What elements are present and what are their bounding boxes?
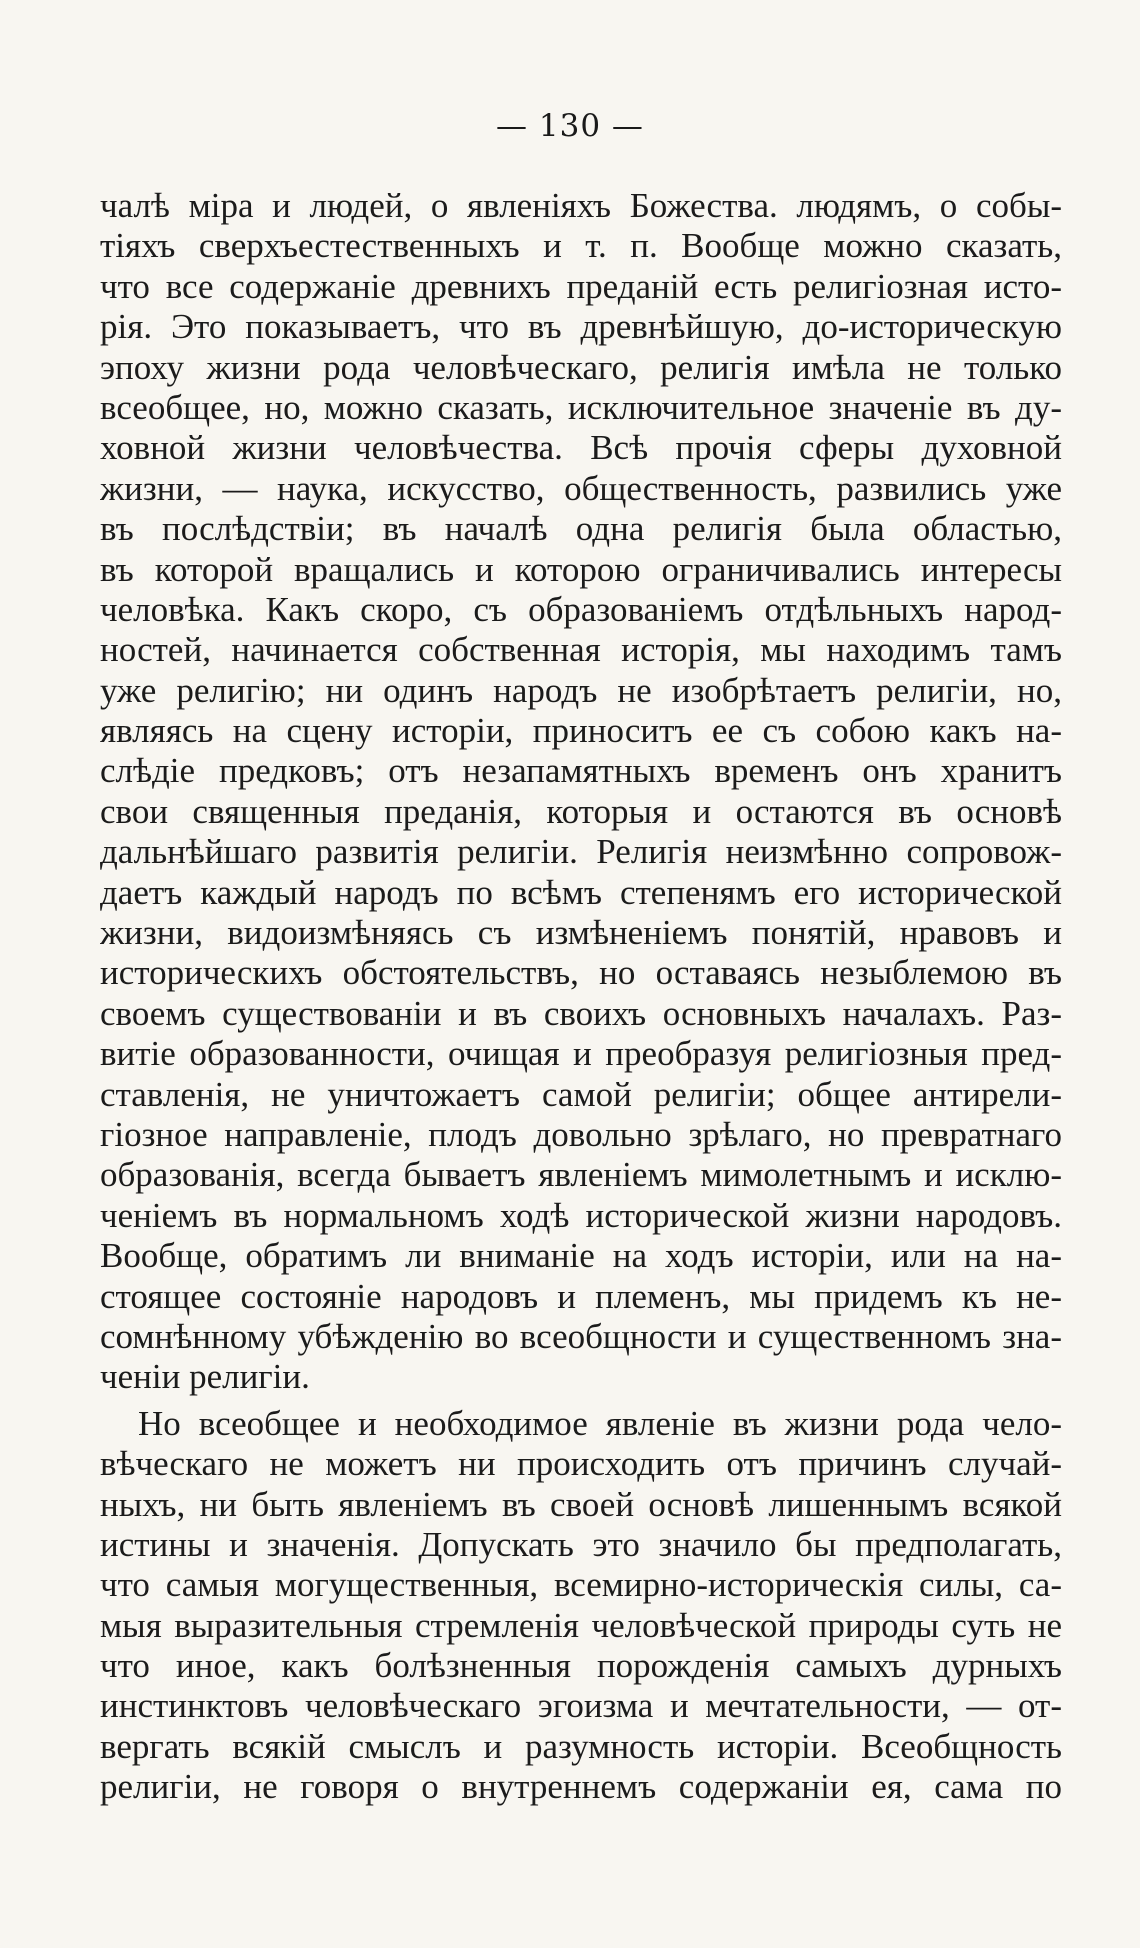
text-line: ностей, начинается собственная исторія, мы находимъ тамъ	[100, 630, 1062, 670]
text-line: что все содержаніе древнихъ преданій есть религіозная исто-	[100, 266, 1062, 306]
text-line: своемъ существованіи и въ своихъ основныхъ началахъ. Раз-	[100, 993, 1062, 1033]
text-line: эпоху жизни рода человѣческаго, религія имѣла не только	[100, 347, 1062, 387]
text-line: ченіи религіи.	[100, 1357, 310, 1397]
text-line: историческихъ обстоятельствъ, но оставаясь незыблемою въ	[100, 953, 1062, 993]
text-line: жизни, видоизмѣняясь съ измѣненіемъ понятій, нравовъ и	[100, 913, 1062, 953]
text-line: сомнѣнному убѣжденію во всеобщности и существенномъ зна-	[100, 1316, 1062, 1356]
text-line: ховной жизни человѣчества. Всѣ прочія сферы духовной	[100, 428, 1062, 468]
body-text	[100, 186, 1062, 1808]
text-line: вѣческаго не можетъ ни происходить отъ причинъ случай-	[100, 1444, 1062, 1484]
text-line: истины и значенія. Допускать это значило бы предполагать,	[100, 1524, 1062, 1564]
text-line: человѣка. Какъ скоро, съ образованіемъ отдѣльныхъ народ-	[100, 589, 1062, 629]
text-line: дальнѣйшаго развитія религіи. Религія неизмѣнно сопровож-	[100, 832, 1062, 872]
page-number: — 130 —	[496, 108, 644, 144]
text-line: витіе образованности, очищая и преобразуя религіозныя пред-	[100, 1034, 1062, 1074]
text-line: являясь на сцену исторіи, приноситъ ее съ собою какъ на-	[100, 711, 1062, 751]
text-line: гіозное направленіе, плодъ довольно зрѣлаго, но превратнаго	[100, 1114, 1062, 1154]
text-line: Но всеобщее и необходимое явленіе въ жизни рода чело-	[138, 1403, 1062, 1443]
paragraph-2	[100, 1404, 1062, 1808]
paragraph-1	[100, 186, 1062, 1398]
text-line: мыя выразительныя стремленія человѣческой природы суть не	[100, 1605, 1062, 1645]
text-line: вергать всякій смыслъ и разумность исторіи. Всеобщность	[100, 1726, 1062, 1766]
text-line: чалѣ міра и людей, о явленіяхъ Божества. людямъ, о собы-	[100, 186, 1062, 225]
text-line: ченіемъ въ нормальномъ ходѣ исторической жизни народовъ.	[100, 1195, 1062, 1235]
text-line: даетъ каждый народъ по всѣмъ степенямъ его исторической	[100, 872, 1062, 912]
text-line: инстинктовъ человѣческаго эгоизма и мечтательности, — от-	[100, 1686, 1062, 1726]
text-line: стоящее состояніе народовъ и племенъ, мы придемъ къ не-	[100, 1276, 1062, 1316]
text-line: Вообще, обратимъ ли вниманіе на ходъ исторіи, или на на-	[100, 1236, 1062, 1276]
text-line: рія. Это показываетъ, что въ древнѣйшую, до-историческую	[100, 307, 1062, 347]
text-line: ставленія, не уничтожаетъ самой религіи; общее антирели-	[100, 1074, 1062, 1114]
text-line: въ послѣдствіи; въ началѣ одна религія была областью,	[100, 509, 1062, 549]
text-line: тіяхъ сверхъестественныхъ и т. п. Вообще можно сказать,	[100, 226, 1062, 266]
text-line: всеобщее, но, можно сказать, исключительное значеніе въ ду-	[100, 387, 1062, 427]
text-line: свои священныя преданія, которыя и остаются въ основѣ	[100, 791, 1062, 831]
text-line: жизни, — наука, искусство, общественность, развились уже	[100, 468, 1062, 508]
text-line: слѣдіе предковъ; отъ незапамятныхъ временъ онъ хранитъ	[100, 751, 1062, 791]
text-line: что иное, какъ болѣзненныя порожденія самыхъ дурныхъ	[100, 1646, 1062, 1686]
text-line: въ которой вращались и которою ограничивались интересы	[100, 549, 1062, 589]
text-line: уже религію; ни одинъ народъ не изобрѣтаетъ религіи, но,	[100, 670, 1062, 710]
text-line: образованія, всегда бываетъ явленіемъ мимолетнымъ и исклю-	[100, 1155, 1062, 1195]
text-line: что самыя могущественныя, всемирно-историческія силы, са-	[100, 1565, 1062, 1605]
text-line: религіи, не говоря о внутреннемъ содержаніи ея, сама по	[100, 1767, 1062, 1807]
text-line: ныхъ, ни быть явленіемъ въ своей основѣ лишеннымъ всякой	[100, 1484, 1062, 1524]
